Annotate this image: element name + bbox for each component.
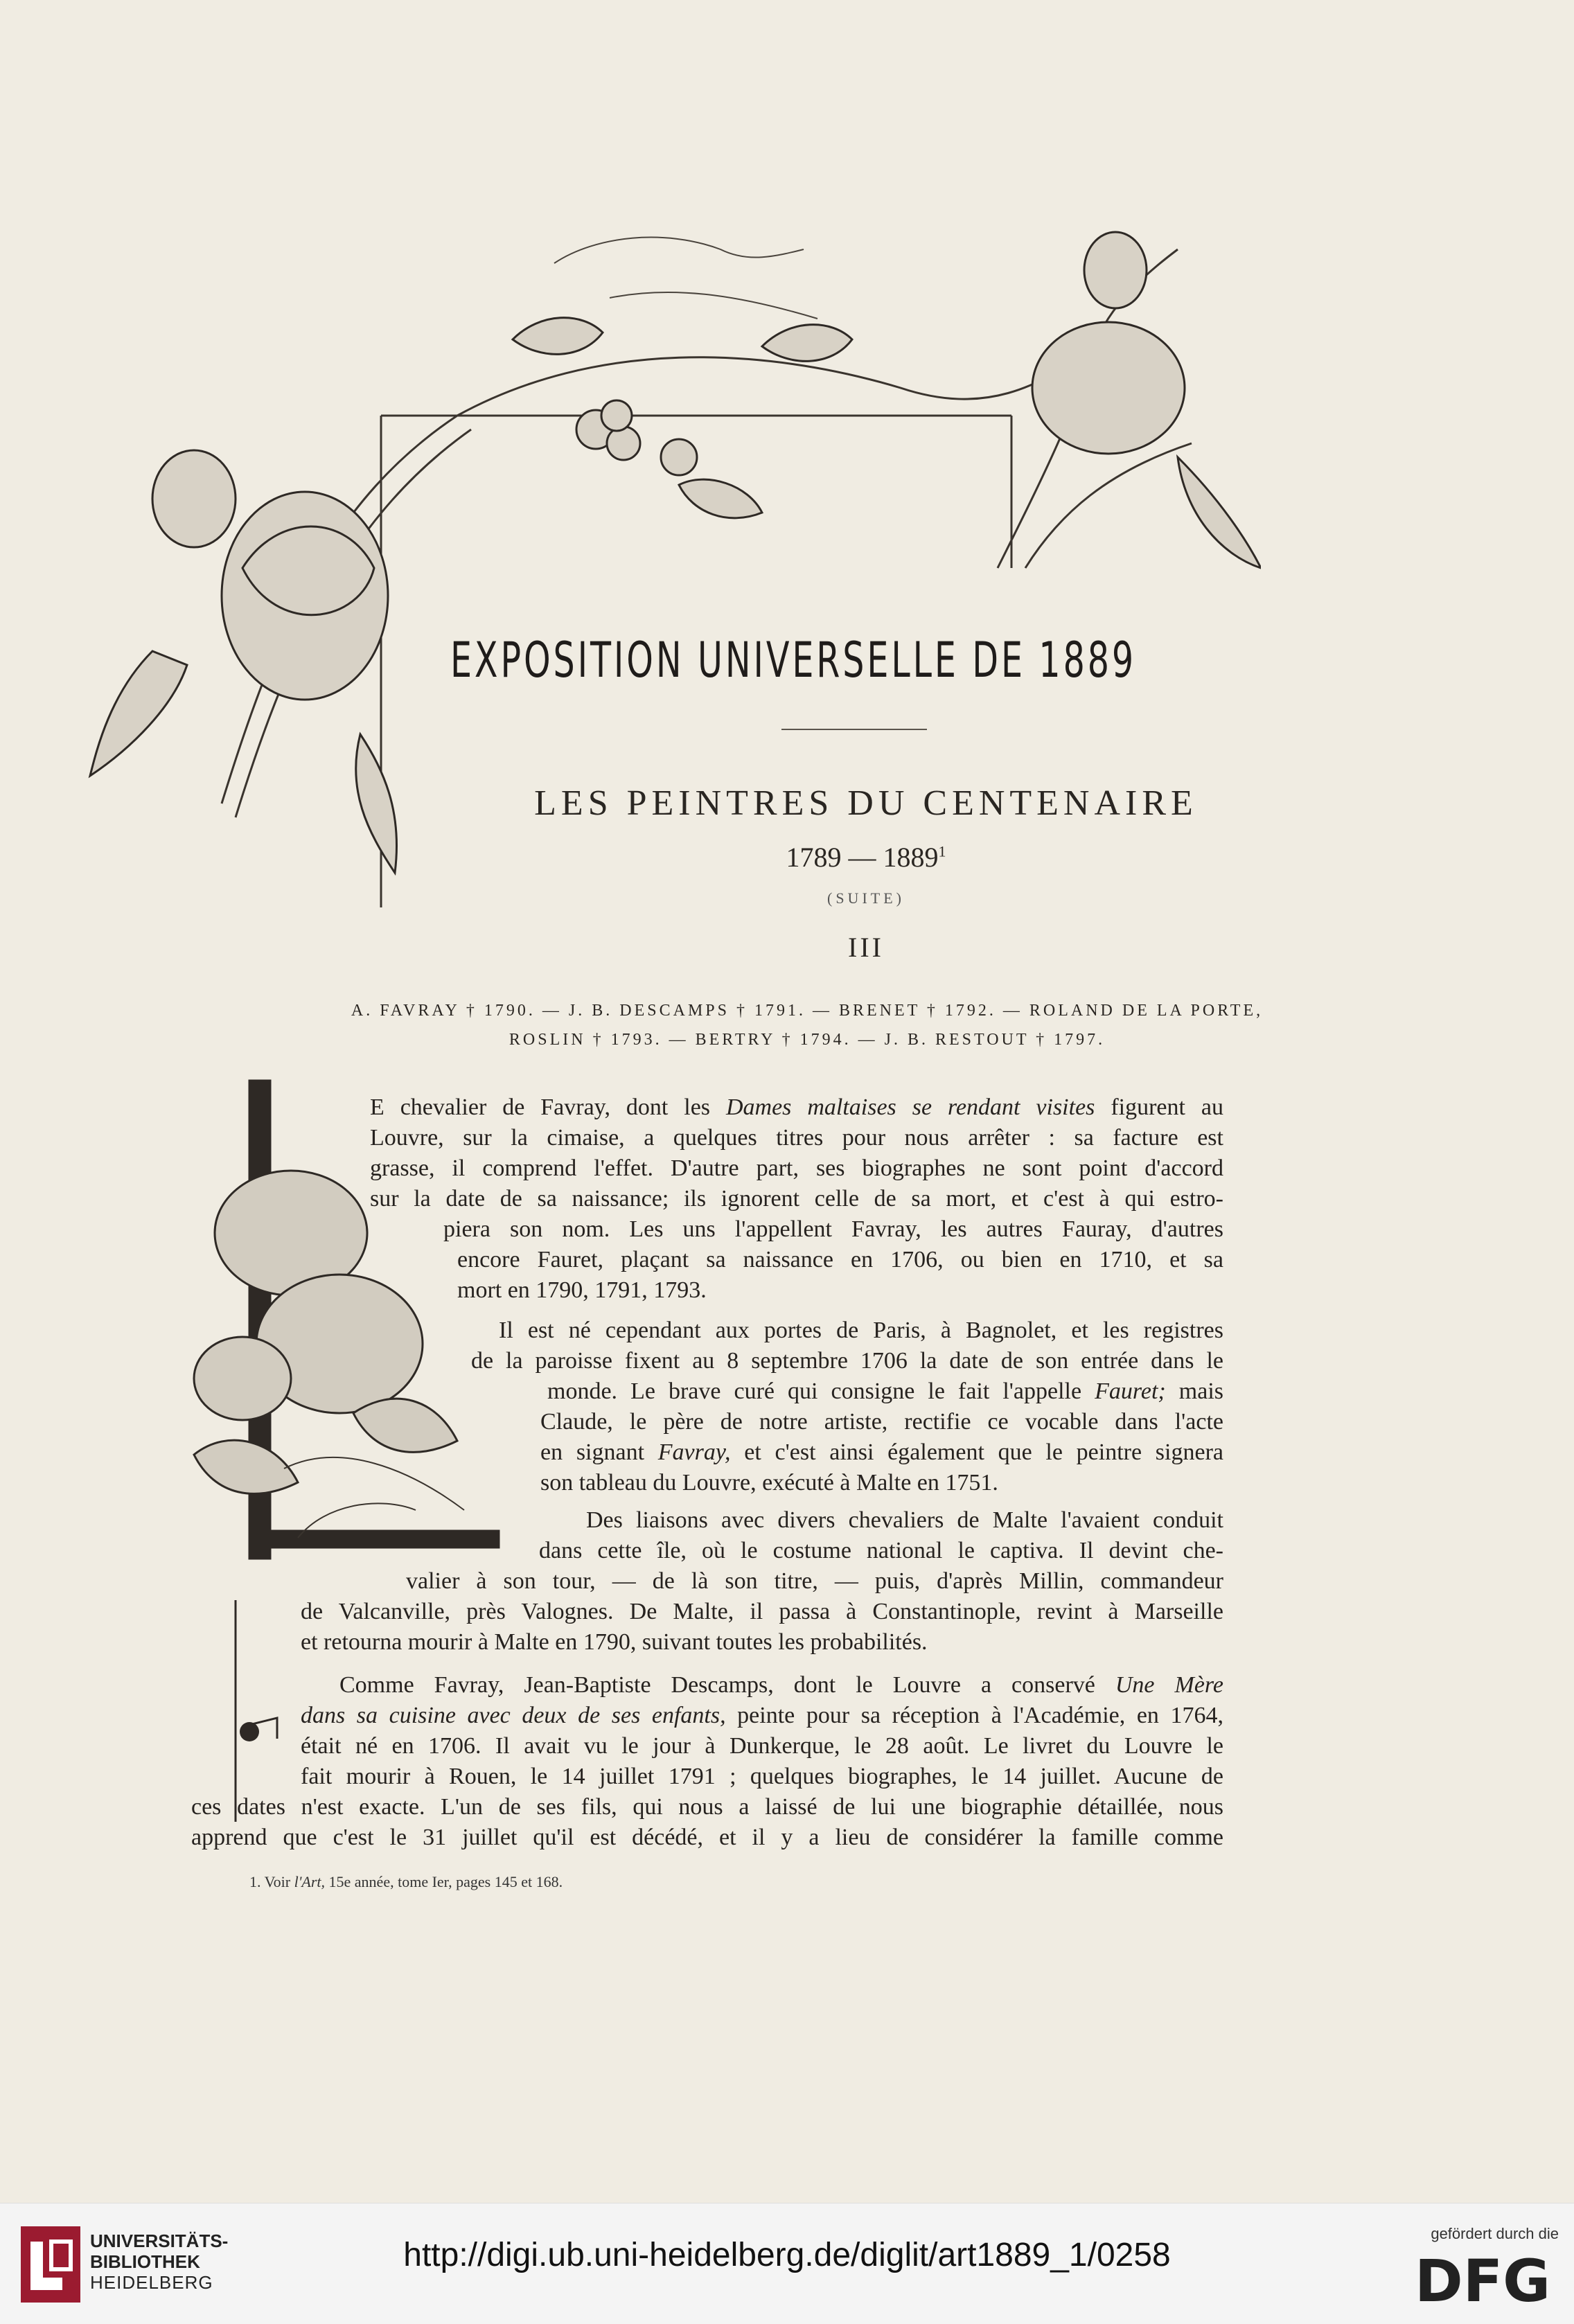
- body-line: fait mourir à Rouen, le 14 juillet 1791 ; quelques biographes, le 14 juillet. Aucune de: [301, 1764, 1223, 1789]
- permalink-url[interactable]: http://digi.ub.uni-heidelberg.de/diglit/art1889_1/0258: [403, 2237, 1171, 2273]
- body-line: piera son nom. Les uns l'appellent Favray, les autres Fauray, d'autres: [443, 1216, 1223, 1242]
- body-line: Il est né cependant aux portes de Paris, à Bagnolet, et les registres: [499, 1318, 1223, 1343]
- body-line: en signant Favray, et c'est ainsi également que le peintre signera: [540, 1439, 1223, 1465]
- body-line: et retourna mourir à Malte en 1790, suivant toutes les probabilités.: [301, 1629, 928, 1655]
- body-line: son tableau du Louvre, exécuté à Malte en 1751.: [540, 1470, 998, 1496]
- body-line: monde. Le brave curé qui consigne le fait l'appelle Fauret; mais: [547, 1378, 1224, 1404]
- footnote: 1. Voir l'Art, 15e année, tome Ier, pages 145 et 168.: [249, 1873, 563, 1890]
- body-line: de la paroisse fixent au 8 septembre 1706 la date de son entrée dans le: [471, 1348, 1223, 1374]
- body-line: était né en 1706. Il avait vu le jour à Dunkerque, le 28 août. Le livret du Louvre le: [301, 1733, 1223, 1759]
- body-line: ces dates n'est exacte. L'un de ses fils, qui nous a laissé de lui une biographie détaillée, nous: [191, 1794, 1223, 1820]
- body-line: grasse, il comprend l'effet. D'autre part, ses biographes ne sont point d'accord: [370, 1155, 1223, 1181]
- body-line: valier à son tour, — de là son titre, — puis, d'après Millin, commandeur: [406, 1568, 1223, 1594]
- funding-note: gefördert durch die: [1431, 2225, 1559, 2242]
- footnote-ref: 1: [938, 842, 946, 860]
- suite-label: (SUITE): [827, 889, 905, 907]
- painters-list-line-2: ROSLIN † 1793. — BERTRY † 1794. — J. B. RESTOUT † 1797.: [509, 1031, 1106, 1049]
- body-line: encore Fauret, plaçant sa naissance en 1706, ou bien en 1710, et sa: [457, 1247, 1223, 1272]
- body-line: E chevalier de Favray, dont les Dames maltaises se rendant visites figurent au: [370, 1094, 1223, 1120]
- body-line: mort en 1790, 1791, 1793.: [457, 1277, 707, 1303]
- article-title: EXPOSITION UNIVERSELLE DE 1889: [450, 632, 1137, 689]
- body-line: dans sa cuisine avec deux de ses enfants, peinte pour sa réception à l'Académie, en 1764,: [301, 1703, 1223, 1728]
- article-years: [430, 841, 1302, 873]
- years-text: 1789 — 1889: [786, 842, 939, 873]
- body-line: dans cette île, où le costume national le captiva. Il devint che-: [539, 1538, 1223, 1563]
- body-line: Louvre, sur la cimaise, a quelques titres pour nous arrêter : sa facture est: [370, 1125, 1223, 1151]
- article-subtitle: LES PEINTRES DU CENTENAIRE: [534, 783, 1198, 823]
- section-number: III: [848, 932, 884, 963]
- title-divider: [781, 729, 927, 730]
- dfg-logo[interactable]: [1406, 2247, 1559, 2309]
- body-line: apprend que c'est le 31 juillet qu'il est décédé, et il y a lieu de considérer la famille comme: [191, 1825, 1223, 1850]
- body-line: sur la date de sa naissance; ils ignorent celle de sa mort, et c'est à qui estro-: [370, 1186, 1223, 1212]
- body-line: Comme Favray, Jean-Baptiste Descamps, dont le Louvre a conservé Une Mère: [339, 1672, 1223, 1698]
- body-line: Claude, le père de notre artiste, rectifie ce vocable dans l'acte: [540, 1409, 1223, 1435]
- painters-list-line-1: A. FAVRAY † 1790. — J. B. DESCAMPS † 1791. — BRENET † 1792. — ROLAND DE LA PORTE,: [351, 1002, 1264, 1020]
- svg-text:DFG: DFG: [1414, 2247, 1551, 2309]
- spider-ornament: [208, 1600, 305, 1822]
- body-line: Des liaisons avec divers chevaliers de Malte l'avaient conduit: [586, 1507, 1223, 1533]
- university-library-name[interactable]: UNIVERSITÄTS- BIBLIOTHEK HEIDELBERG: [90, 2230, 229, 2293]
- body-line: de Valcanville, près Valognes. De Malte, il passa à Constantinople, revint à Marseille: [301, 1599, 1223, 1624]
